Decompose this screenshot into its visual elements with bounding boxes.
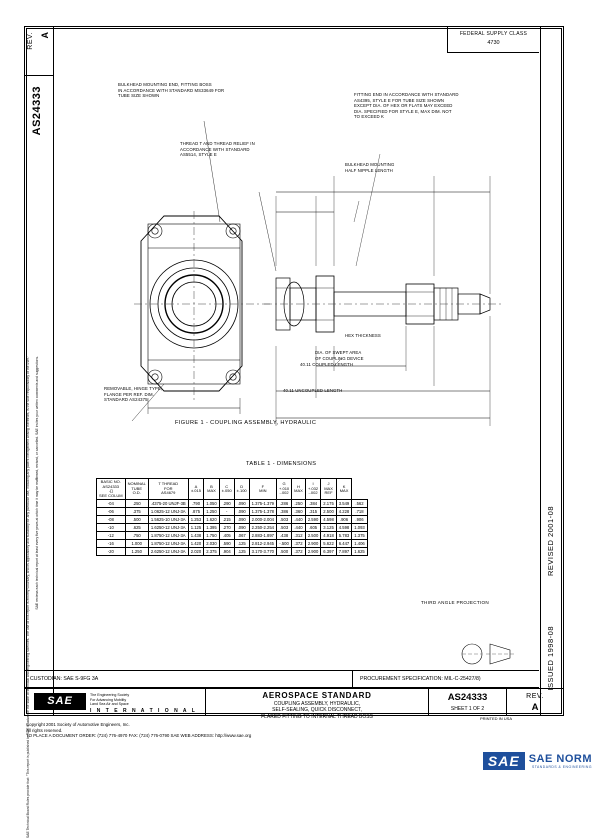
revision-label: REV. <box>27 32 34 50</box>
table-cell: .286 <box>277 500 292 508</box>
table-cell: 2.500 <box>321 508 336 516</box>
table-caption: TABLE 1 - DIMENSIONS <box>246 461 317 467</box>
table-cell: 2.6250-12 UNJ-3A <box>148 548 188 556</box>
title-block-sae-cell <box>26 689 206 716</box>
issued-date: ISSUED 1998-08 <box>546 626 555 691</box>
th-j: J MAX REF <box>321 479 336 500</box>
th-i: I +.032 -.002 <box>305 479 320 500</box>
table-cell: 1.438 <box>188 532 203 540</box>
document-number-vertical: AS24333 <box>31 86 43 136</box>
table-row <box>97 516 368 524</box>
table-cell: .372 <box>292 540 306 548</box>
table-cell: 2.000-2.004 <box>249 516 276 524</box>
table-cell: 4.918 <box>321 532 336 540</box>
table-cell: .090 <box>234 500 249 508</box>
table-cell: 1.250 <box>204 508 219 516</box>
note-thread-relief: THREAD T AND THREAD RELIEF IN ACCORDANCE WITH STANDARD AS5514, STYLE E <box>180 141 255 158</box>
note-fitting-end: FITTING END IN ACCORDANCE WITH STANDARD AS4395, STYLE E FOR TUBE SIZE SHOWN EXCEPT DIA. OF HEX OR FLATS MAY EXCEED DIA. SPECIFIED FOR STYLE E, MAX DIM. NOT TO EXCEED K <box>354 92 459 120</box>
table-cell: 1.093 <box>352 524 367 532</box>
table-cell: 3.125 <box>321 524 336 532</box>
table-cell: 1.0625-12 UNJ-3A <box>148 508 188 516</box>
legal-notice-line-1: SAE Technical Board Rules provide that: "This report is published by SAE to advance the state of technical and engineering sciences. The use of this report is entirely voluntary, and its applicability and suitability for any particular use, including any patent infringement arising therefrom, is the sole responsibility of the user." <box>26 356 30 838</box>
table-cell: .625 <box>125 524 148 532</box>
th-basic-no: BASIC NO. AS24333 -[] SEE COLUM <box>97 479 126 500</box>
sae-society-name: The Engineering Society For Advancing Mobility Land Sea Air and Space <box>90 693 130 707</box>
title-block-title-cell <box>206 689 429 720</box>
table-cell: .250 <box>125 500 148 508</box>
title-block-doc-number: AS24333 <box>447 692 488 703</box>
table-cell: .590 <box>219 540 234 548</box>
table-cell: -04 <box>97 500 126 508</box>
table-cell: .290 <box>219 500 234 508</box>
table-cell: 1.125 <box>188 524 203 532</box>
table-body <box>97 500 368 556</box>
revision-value: A <box>40 32 50 39</box>
table-cell: -06 <box>97 508 126 516</box>
watermark-subtext: STANDARDS & ENGINEERING <box>531 765 592 769</box>
table-cell: -16 <box>97 540 126 548</box>
table-cell: .315 <box>305 508 320 516</box>
table-cell: 1.253 <box>188 516 203 524</box>
table-cell: .750 <box>125 532 148 540</box>
table-cell: 1.395 <box>204 524 219 532</box>
th-b: B MAX <box>204 479 219 500</box>
note-bulkhead-mounting-end: BULKHEAD MOUNTING END, FITTING BOSS IN ACCORDANCE WITH STANDARD MS33649 FOR TUBE SIZE SHOWN <box>118 82 225 99</box>
footer-copyright: Copyright 2001 Society of Automotive Engineers, Inc. <box>26 722 130 727</box>
table-cell: .440 <box>292 524 306 532</box>
table-cell: .090 <box>234 508 249 516</box>
table-cell: .438 <box>277 532 292 540</box>
table-cell: .125 <box>234 540 249 548</box>
procurement-spec-text: PROCUREMENT SPECIFICATION: MIL-C-25427/8) <box>360 676 481 682</box>
table-cell: -08 <box>97 516 126 524</box>
th-h: H MAX <box>292 479 306 500</box>
table-cell: 2.900 <box>305 540 320 548</box>
table-cell: .250 <box>292 500 306 508</box>
table-cell: .386 <box>277 508 292 516</box>
watermark-logo: SAE <box>483 752 525 770</box>
note-hex-thickness: HEX THICKNESS <box>345 333 381 338</box>
table-cell: 2.175 <box>321 500 336 508</box>
legal-notice-line-2: SAE reviews each technical report at least every five years at which time it may be reaffirmed, revised, or cancelled. SAE invites your written comments and suggestions. <box>35 356 39 610</box>
revised-date: REVISED 2001-08 <box>546 506 555 577</box>
table-cell: 1.375-1.379 <box>249 500 276 508</box>
title-block-number-cell <box>429 689 507 716</box>
custodian-text: CUSTODIAN: SAE S-9FG 3A <box>30 676 99 682</box>
table-row <box>97 548 368 556</box>
table-cell: 1.250 <box>125 548 148 556</box>
watermark-text: SAE NORM <box>528 753 592 765</box>
table-cell: 2.812-2.945 <box>249 540 276 548</box>
table-cell: 2.375 <box>204 548 219 556</box>
table-cell: .270 <box>219 524 234 532</box>
table-cell: 4.228 <box>336 508 351 516</box>
table-row <box>97 524 368 532</box>
table-cell: 3.170-3.770 <box>249 548 276 556</box>
table-cell: 1.5625-10 UNJ-3A <box>148 516 188 524</box>
table-cell: 1.8750-12 UNJ-3A <box>148 540 188 548</box>
note-coupled-length: 40.11 COUPLED LENGTH <box>300 362 354 367</box>
table-cell: .503 <box>277 516 292 524</box>
footer <box>26 722 251 739</box>
table-cell: .718 <box>352 508 367 516</box>
table-cell: 1.406 <box>352 540 367 548</box>
sae-norm-watermark <box>483 752 592 770</box>
th-f: F MIN <box>249 479 276 500</box>
table-cell: -20 <box>97 548 126 556</box>
table-cell: 1.8750-12 UNJ-3A <box>148 532 188 540</box>
table-cell: .312 <box>292 532 306 540</box>
th-nominal-od: NOMINAL TUBE O.D. <box>125 479 148 500</box>
title-block-rev-label: REV. <box>526 693 544 700</box>
table-cell: 1.420 <box>188 540 203 548</box>
table-cell: .405 <box>219 532 234 540</box>
footer-order-line: TO PLACE A DOCUMENT ORDER: (724) 776-4970 FAX: (724) 776-0790 SAE WEB ADDRESS: http://www.sae.org <box>26 733 252 739</box>
table-cell: 4.598 <box>321 516 336 524</box>
table-cell: 6.447 <box>336 540 351 548</box>
table-cell: .375 <box>125 508 148 516</box>
title-block-rev-value: A <box>531 702 539 713</box>
table-cell: 1.6250-12 UNJ-3A <box>148 524 188 532</box>
th-t-thread: T THREAD FOR AS4679 <box>148 479 188 500</box>
third-angle-projection <box>395 600 515 648</box>
table-cell: 1.625 <box>352 548 367 556</box>
table-cell: 1.620 <box>204 516 219 524</box>
table-cell: .906 <box>352 516 367 524</box>
table-cell: .4375-20 UNJF-3B <box>148 500 188 508</box>
table-cell: 1.375-1.378 <box>249 508 276 516</box>
table-cell: 5.783 <box>336 532 351 540</box>
table-cell: 1.375 <box>352 532 367 540</box>
table-cell: 2.590 <box>305 516 320 524</box>
table-row <box>97 508 368 516</box>
table-cell: -10 <box>97 524 126 532</box>
note-removable-hinge: REMOVABLE, HINGE TYPE, FLANGE PER REF. DIM. STANDARD AS24375 <box>104 386 163 403</box>
title-block-rev-cell <box>507 689 563 716</box>
table-cell: 7.897 <box>336 548 351 556</box>
th-c: C ±.050 <box>219 479 234 500</box>
note-uncoupled-length: 40.11 UNCOUPLED LENGTH <box>283 388 343 393</box>
table-cell: -.500 <box>277 540 292 548</box>
footer-rights: All rights reserved. <box>26 727 63 733</box>
table-cell: .372 <box>292 548 306 556</box>
table-cell: 2.250-2.254 <box>249 524 276 532</box>
table-cell: .875 <box>188 508 203 516</box>
table-cell: 2.020 <box>188 548 203 556</box>
table-cell: .067 <box>234 532 249 540</box>
table-cell: .384 <box>305 500 320 508</box>
table-cell: .090 <box>234 516 249 524</box>
dimensions-table <box>96 478 368 556</box>
table-cell: 1.750 <box>204 532 219 540</box>
table-cell: -12 <box>97 532 126 540</box>
projection-label: THIRD ANGLE PROJECTION <box>420 600 490 605</box>
fsc-title: FEDERAL SUPPLY CLASS <box>459 31 528 37</box>
table-cell: .125 <box>234 548 249 556</box>
table-cell: .790 <box>188 500 203 508</box>
table-header-row <box>97 479 368 500</box>
fsc-value: 4730 <box>487 40 500 46</box>
sae-international-label: I N T E R N A T I O N A L <box>90 708 197 714</box>
table-cell: 6.397 <box>321 548 336 556</box>
table-cell: 2.900 <box>305 548 320 556</box>
printed-in-usa: PRINTED IN USA <box>480 716 513 721</box>
table-cell: .500 <box>277 548 292 556</box>
table-cell: .904 <box>219 548 234 556</box>
table-cell: 5.622 <box>321 540 336 548</box>
title-block-sheet: SHEET 1 OF 2 <box>450 706 485 712</box>
table-cell: .360 <box>292 508 306 516</box>
standard-subtitle: COUPLING ASSEMBLY, HYDRAULIC, SELF-SEALING, QUICK DISCONNECT, FLARED FITTING TO INTERNAL THREAD BOSS <box>261 701 373 720</box>
custodian-divider <box>352 670 353 688</box>
table-cell: 2.883-1.897 <box>249 532 276 540</box>
table-cell: .440 <box>292 516 306 524</box>
table-cell: 3.549 <box>336 500 351 508</box>
table-cell: 1.000 <box>125 540 148 548</box>
table-cell: .090 <box>234 524 249 532</box>
table-cell: .500 <box>125 516 148 524</box>
table-row <box>97 540 368 548</box>
table-cell: 1.050 <box>204 500 219 508</box>
table-cell: 2.500 <box>305 532 320 540</box>
table-cell: 4.598 <box>336 524 351 532</box>
table-row <box>97 500 368 508</box>
th-k: K MAX <box>336 479 351 500</box>
table-cell: .562 <box>352 500 367 508</box>
table-row <box>97 532 368 540</box>
figure-caption: FIGURE 1 - COUPLING ASSEMBLY, HYDRAULIC <box>175 420 317 426</box>
th-a: A ±.015 <box>188 479 203 500</box>
note-bulkhead-nipple-length: BULKHEAD MOUNTING HALF NIPPLE LENGTH <box>345 162 395 173</box>
note-swept-area: DIA. OF SWEPT AREA OF COUPLING DEVICE <box>315 350 364 361</box>
table-cell: .215 <box>219 516 234 524</box>
standard-title: AEROSPACE STANDARD <box>262 691 372 700</box>
table-cell: .503 <box>277 524 292 532</box>
table-cell: .605 <box>305 524 320 532</box>
table-cell: - <box>219 508 234 516</box>
th-g: G +.010 -.002 <box>277 479 292 500</box>
sae-logo: SAE <box>34 693 86 710</box>
th-d: D ±.100 <box>234 479 249 500</box>
table-cell: 2.030 <box>204 540 219 548</box>
table-cell: .906 <box>336 516 351 524</box>
